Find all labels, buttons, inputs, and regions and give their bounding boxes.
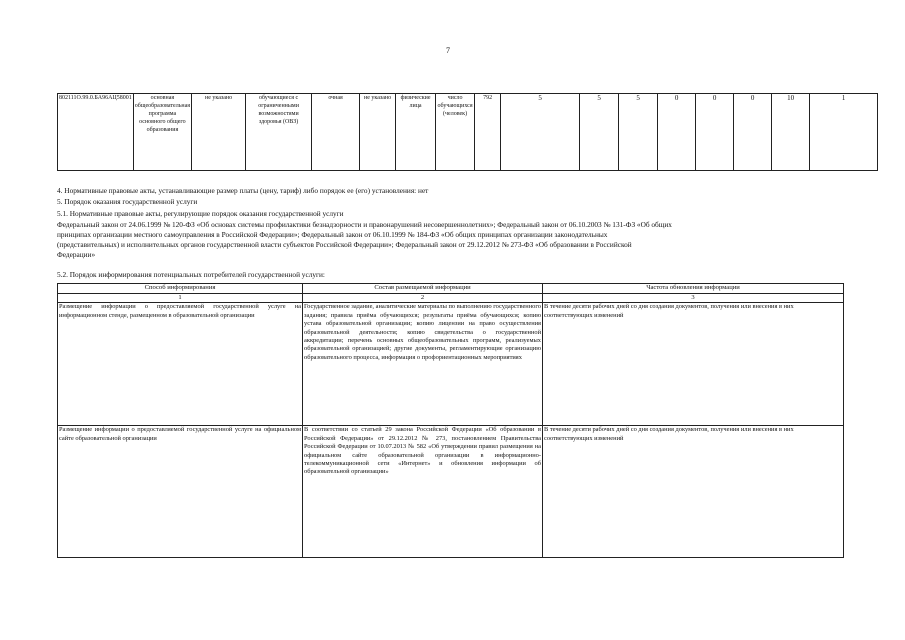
page-number: 7 bbox=[446, 46, 450, 55]
table-header-row bbox=[58, 284, 844, 294]
method-cell: Размещение информации о предоставляемой государственной услуге на официальном сайте образовательной организации bbox=[58, 426, 303, 558]
table-row bbox=[58, 426, 844, 558]
registry-value: 0 bbox=[734, 94, 772, 171]
registry-value: 0 bbox=[658, 94, 696, 171]
registry-indicator: число обучающихся (человек) bbox=[436, 94, 475, 171]
registry-value: 0 bbox=[696, 94, 734, 171]
method-cell: Размещение информации о предоставляемой государственной услуге на информационном стенде, размещенном в образовательной организации bbox=[58, 303, 303, 426]
laws-line: Федерации» bbox=[57, 250, 96, 259]
laws-line: (представительных) и исполнительных органов государственной власти субъектов Российской Федерации»; Федеральный закон от 29.12.2012 № 273-ФЗ «Об образовании в Российской bbox=[57, 240, 632, 249]
content-cell: В соответствии со статьей 29 закона Российской Федерации «Об образовании в Российской Федерации» от 29.12.2012 № 273, постановлением Правительства Российской Федерации от 10.07.2013 № 582 «Об утверждении правил размещения на официальном сайте образовательной организации в информационно-телекоммуникационной сети «Интернет» и обновления информации об образовательной организации» bbox=[303, 426, 543, 558]
registry-value: 10 bbox=[772, 94, 810, 171]
section-4-text: 4. Нормативные правовые акты, устанавливающие размер платы (цену, тариф) либо порядок ее (его) установления: нет bbox=[57, 186, 429, 195]
registry-row bbox=[58, 94, 878, 171]
section-5-2-heading: 5.2. Порядок информирования потенциальных потребителей государственной услуги: bbox=[57, 270, 325, 279]
registry-value: 5 bbox=[619, 94, 658, 171]
header-method: Способ информирования bbox=[58, 284, 303, 294]
registry-value: 1 bbox=[810, 94, 878, 171]
registry-category: обучающиеся с ограниченными возможностями здоровья (ОВЗ) bbox=[246, 94, 312, 171]
registry-form: очная bbox=[312, 94, 360, 171]
registry-table bbox=[57, 93, 878, 171]
column-number: 1 bbox=[58, 294, 303, 303]
registry-program: основная общеобразовательная программа основного общего образования bbox=[133, 94, 191, 171]
registry-consumers: физические лица bbox=[396, 94, 436, 171]
header-content: Состав размещаемой информации bbox=[303, 284, 543, 294]
section-5-1-heading: 5.1. Нормативные правовые акты, регулирующие порядок оказания государственной услуги bbox=[57, 209, 344, 218]
content-cell: Государственное задание, аналитические материалы по выполнению государственного задания; правила приёма обучающихся; результаты приёма обучающихся; копию устава образовательной организации; копию лицензии на право осуществления образовательной деятельности; копию свидетельства о государственной аккредитации; перечень основных общеобразовательных программ, реализуемых образовательной организацией; другие документы, регламентирующие организацию образовательного процесса, информация о профориентационных мероприятиях bbox=[303, 303, 543, 426]
information-table bbox=[57, 283, 844, 558]
column-number-row bbox=[58, 294, 844, 303]
column-number: 2 bbox=[303, 294, 543, 303]
frequency-cell: В течение десяти рабочих дней со дня создания документов, получения или внесения в них соответствующих изменений bbox=[543, 426, 844, 558]
registry-value: 5 bbox=[580, 94, 619, 171]
registry-code: 802111О.99.0.БА96АЦ58001 bbox=[58, 94, 134, 171]
registry-value: 5 bbox=[501, 94, 580, 171]
frequency-cell: В течение десяти рабочих дней со дня создания документов, получения или внесения в них соответствующих изменений bbox=[543, 303, 844, 426]
registry-unit-code: 792 bbox=[475, 94, 501, 171]
table-row bbox=[58, 303, 844, 426]
registry-cell: не указано bbox=[360, 94, 396, 171]
header-frequency: Частота обновления информации bbox=[543, 284, 844, 294]
registry-cell: не указано bbox=[192, 94, 246, 171]
section-5-heading: 5. Порядок оказания государственной услуги bbox=[57, 197, 198, 206]
laws-line: принципах организации местного самоуправления в Российской Федерации»; Федеральный закон от 06.10.1999 № 184-ФЗ «Об общих принципах организации законодательных bbox=[57, 230, 608, 239]
column-number: 3 bbox=[543, 294, 844, 303]
laws-line: Федеральный закон от 24.06.1999 № 120-ФЗ «Об основах системы профилактики безнадзорности и правонарушений несовершеннолетних»; Федеральный закон от 06.10.2003 № 131-ФЗ «Об общих bbox=[57, 220, 672, 229]
